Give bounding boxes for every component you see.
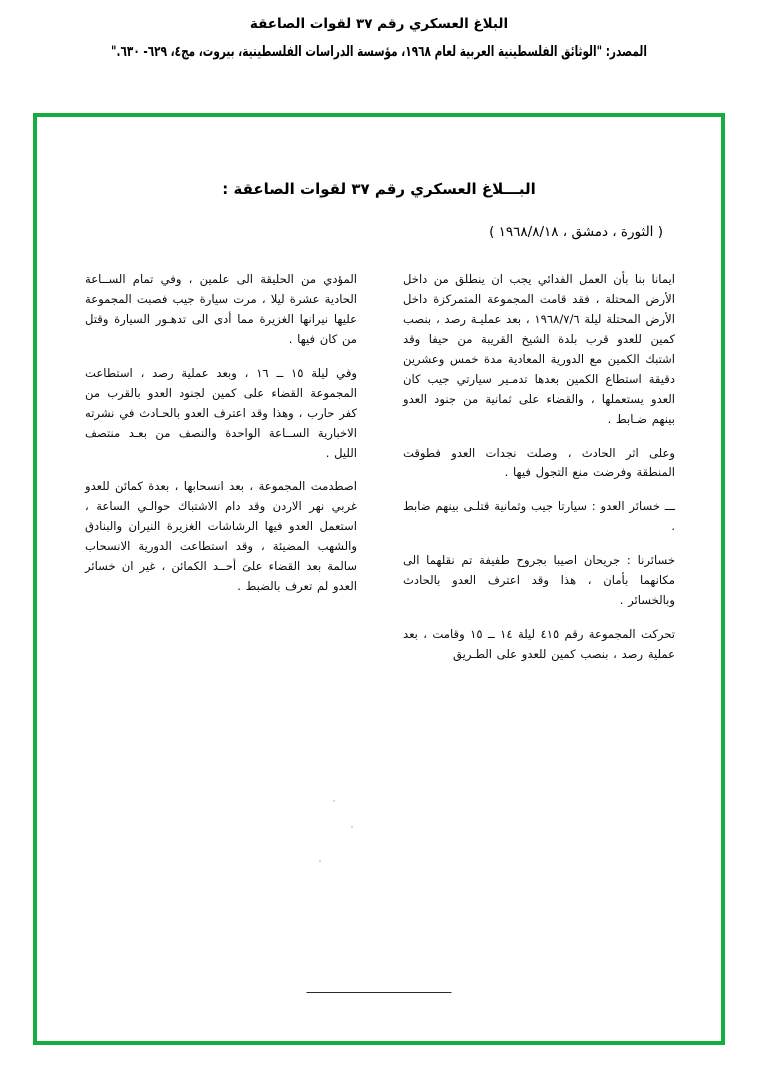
column-right (403, 270, 675, 679)
paragraph: تحركت المجموعة رقم ٤١٥ ليلة ١٤ ــ ١٥ وقامت ، بعد عملية رصد ، بنصب كمين للعدو على الطـريق (403, 627, 675, 661)
paragraph: ـــ خسائر العدو : سيارتا جيب وثمانية قتلـى بينهم ضابط . (403, 499, 675, 534)
document-header (0, 16, 758, 60)
byline: ( الثورة ، دمشق ، ١٩٦٨/٨/١٨ ) (489, 224, 663, 240)
column-left (85, 270, 357, 611)
page-title: البـــلاغ العسكري رقم ٣٧ لقوات الصاعقة : (222, 180, 536, 198)
scan-speckle (333, 800, 335, 802)
scan-speckle (319, 860, 321, 862)
paragraph: وعلى اثر الحادث ، وصلت نجدات العدو فطوقت المنطقة وفرضت منع التجول فيها . (403, 445, 675, 480)
document-body (33, 160, 725, 1040)
paragraph: ايمانا بنا بأن العمل الفدائي يجب ان ينطلق من داخل الأرض المحتلة ، فقد قامت المجموعة المتمركزة داخل الأرض المحتلة ليلة ١٩٦٨/٧/٦ ، بعد عمليـة رصد ، بنصب كمين للعدو قرب بلدة الشيخ القريبة من حيفا وقد اشتبك الكمين مع الدورية المعادية مدة خمس وعشرين دقيقة استطاع الكمين بعدها تدمـير سيارتي جيب كان العدو يستعملها ، والقضاء على ثمانية من جنود العدو بينهم ضـابط . (403, 272, 675, 426)
header-source: المصدر: "الوثائق الفلسطينية العربية لعام ١٩٦٨، مؤسسة الدراسات الفلسطينية، بيروت، مج٤، ٦٢٩- ٦٣٠." (111, 43, 647, 60)
paragraph: وفي ليلة ١٥ ــ ١٦ ، وبعد عملية رصد ، استطاعت المجموعة القضاء على كمين لجنود العدو بالقرب من كفر حارب ، وهذا وقد اعترف العدو بالحـادث في نشرته الاخبارية الســاعة الواحدة والنصف من بعـد منتصف الليل . (85, 365, 357, 460)
scan-speckle (351, 826, 353, 828)
paragraph: اصطدمت المجموعة ، بعد انسحابها ، بعدة كمائن للعدو غربي نهر الاردن وقد دام الاشتباك حوالـي الساعة ، استعمل العدو فيها الرشاشات الغزيرة النيران والبنادق والشهب المضيئة ، وقد استطاعت الدورية الانسحاب سالمة بعد القضاء علىَ أحــد الكمائن ، غير ان خسائر العدو لم تعرف بالضبط . (85, 479, 357, 594)
header-title: البلاغ العسكري رقم ٣٧ لقوات الصاعقة (249, 16, 509, 32)
paragraph: خسائرنا : جريحان اصيبا بجروح طفيفة تم نقلهما الى مكانهما بأمان ، هذا وقد اعترف العدو بالحادث وبالخسائر . (403, 553, 675, 608)
horizontal-rule (307, 992, 452, 993)
two-column-text (63, 270, 695, 679)
paragraph: المؤدي من الحليقة الى علمين ، وفي تمام الســاعة الحادية عشرة ليلا ، مرت سيارة جيب فصبت المجموعة عليها نيرانها الغزيرة مما أدى الى تدهـور السيارة وقتل من كان فيها . (85, 272, 357, 346)
